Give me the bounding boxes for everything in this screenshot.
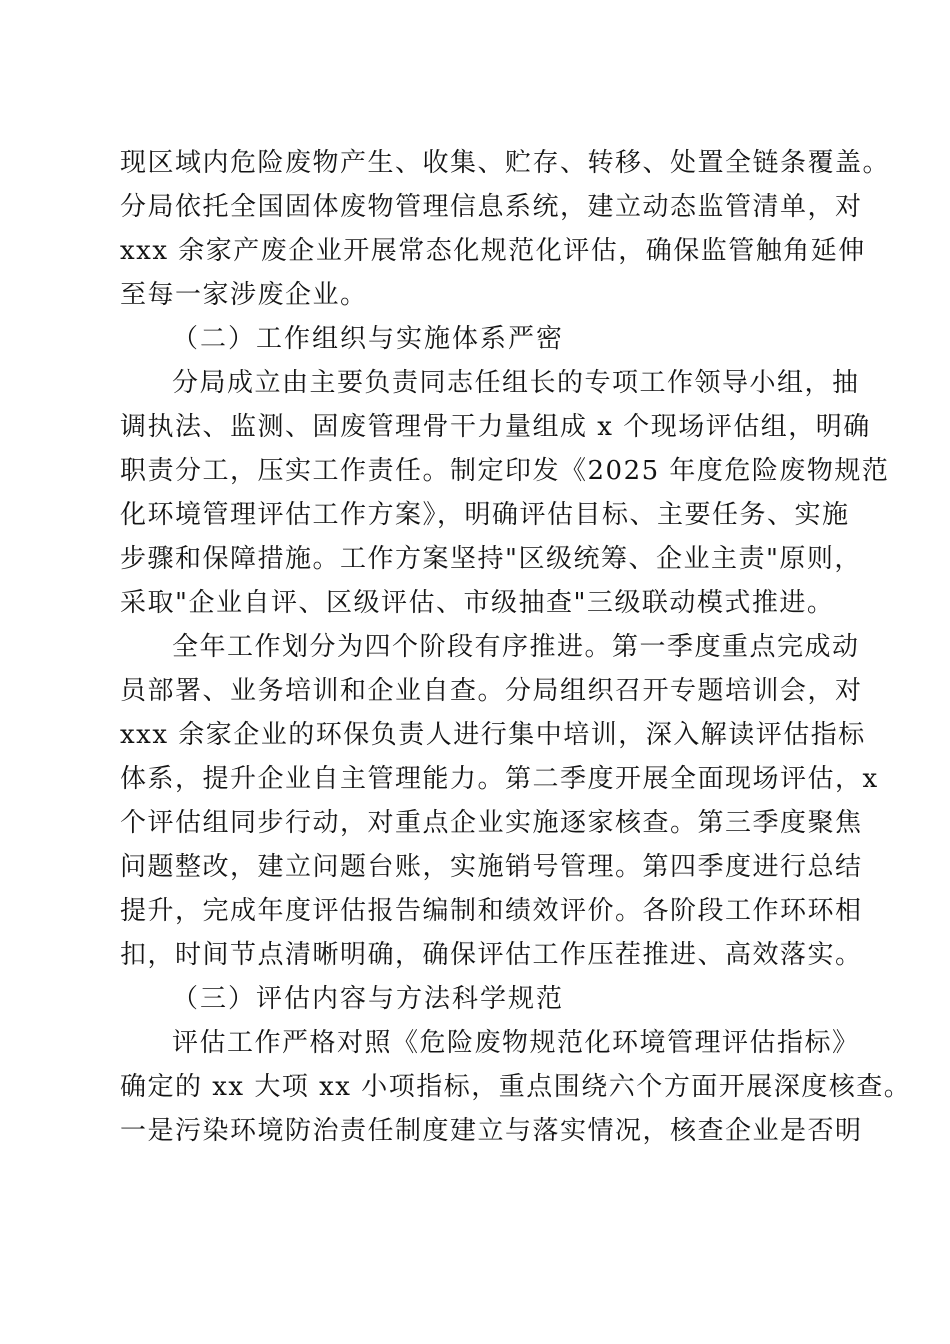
paragraph-line: 体系，提升企业自主管理能力。第二季度开展全面现场评估，x	[120, 764, 879, 794]
paragraph-line: 职责分工，压实工作责任。制定印发《2025 年度危险废物规范	[120, 456, 890, 486]
paragraph-line: 步骤和保障措施。工作方案坚持"区级统筹、企业主责"原则，	[120, 544, 862, 574]
paragraph-line: 全年工作划分为四个阶段有序推进。第一季度重点完成动	[172, 632, 860, 662]
paragraph-line: 化环境管理评估工作方案》，明确评估目标、主要任务、实施	[120, 500, 850, 530]
section-heading-3: （三）评估内容与方法科学规范	[172, 984, 565, 1014]
paragraph-line: 一是污染环境防治责任制度建立与落实情况，核查企业是否明	[120, 1116, 863, 1146]
paragraph-line: 现区域内危险废物产生、收集、贮存、转移、处置全链条覆盖。	[120, 148, 891, 178]
paragraph-line: 分局依托全国固体废物管理信息系统，建立动态监管清单，对	[120, 192, 863, 222]
paragraph-line: xxx 余家产废企业开展常态化规范化评估，确保监管触角延伸	[120, 236, 866, 266]
paragraph-line: 调执法、监测、固废管理骨干力量组成 x 个现场评估组，明确	[120, 412, 871, 442]
document-body	[120, 141, 912, 1153]
paragraph-line: 提升，完成年度评估报告编制和绩效评价。各阶段工作环环相	[120, 896, 863, 926]
paragraph-line: xxx 余家企业的环保负责人进行集中培训，深入解读评估指标	[120, 720, 866, 750]
paragraph-line: 确定的 xx 大项 xx 小项指标，重点围绕六个方面开展深度核查。	[120, 1072, 912, 1102]
paragraph-line: 采取"企业自评、区级评估、市级抽查"三级联动模式推进。	[120, 588, 835, 618]
paragraph-line: 问题整改，建立问题台账，实施销号管理。第四季度进行总结	[120, 852, 863, 882]
paragraph-line: 扣，时间节点清晰明确，确保评估工作压茬推进、高效落实。	[120, 940, 863, 970]
paragraph-line: 至每一家涉废企业。	[120, 280, 368, 310]
paragraph-line: 分局成立由主要负责同志任组长的专项工作领导小组，抽	[172, 368, 860, 398]
paragraph-line: 评估工作严格对照《危险废物规范化环境管理评估指标》	[172, 1028, 860, 1058]
paragraph-line: 个评估组同步行动，对重点企业实施逐家核查。第三季度聚焦	[120, 808, 863, 838]
paragraph-line: 员部署、业务培训和企业自查。分局组织召开专题培训会，对	[120, 676, 863, 706]
section-heading-2: （二）工作组织与实施体系严密	[172, 324, 565, 354]
